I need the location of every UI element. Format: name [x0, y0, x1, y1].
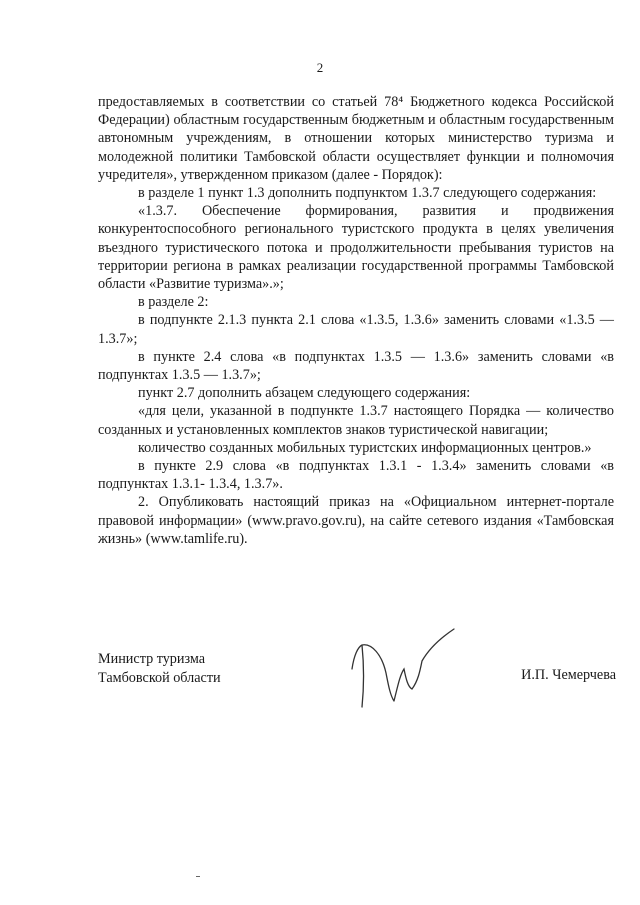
paragraph: 2. Опубликовать настоящий приказ на «Официальном интернет-портале правовой информации» (www.pravo.gov.ru), на сайте сетевого издания «Тамбовская жизнь» (www.tamlife.ru). — [98, 494, 614, 547]
paragraph: «для цели, указанной в подпункте 1.3.7 настоящего Порядка — количество созданных и установленных комплектов знаков туристической навигации; — [98, 403, 614, 438]
paragraph: количество созданных мобильных туристских информационных центров.» — [138, 439, 592, 456]
paragraph: в пункте 2.9 слова «в подпунктах 1.3.1 - 1.3.4» заменить словами «в подпунктах 1.3.1- 1.3.4, 1.3.7». — [98, 458, 614, 493]
paragraph: предоставляемых в соответствии со статьей 78⁴ Бюджетного кодекса Российской Федерации) областным государственным бюджетным и областным государственным автономным учреждениям, в отношении которых министерство туризма и молодежной политики Тамбовской области осуществляет функции и полномочия учредителя», утвержденном приказом (далее - Порядок): — [98, 94, 614, 183]
document-body — [98, 93, 614, 548]
page-number: 2 — [316, 60, 324, 75]
signer-name: И.П. Чемерчева — [521, 667, 616, 683]
paragraph: в подпункте 2.1.3 пункта 2.1 слова «1.3.5, 1.3.6» заменить словами «1.3.5 — 1.3.7»; — [98, 312, 614, 347]
paragraph: в разделе 2: — [138, 294, 209, 311]
paragraph: в пункте 2.4 слова «в подпунктах 1.3.5 — 1.3.6» заменить словами «в подпунктах 1.3.5 — 1.3.7»; — [98, 348, 614, 384]
paragraph: в разделе 1 пункт 1.3 дополнить подпунктом 1.3.7 следующего содержания: — [138, 185, 597, 202]
paragraph: «1.3.7. Обеспечение формирования, развития и продвижения конкурентоспособного регионального туристского продукта в целях увеличения въездного туристического потока и продолжительности пребывания туристов на территории региона в рамках реализации государственной программы Тамбовской области «Развитие туризма».»; — [98, 203, 614, 293]
paragraph: пункт 2.7 дополнить абзацем следующего содержания: — [138, 385, 471, 402]
signer-position-line-1: Министр туризма — [98, 651, 206, 667]
scan-mark — [196, 876, 200, 877]
signer-position-line-2: Тамбовской области — [98, 669, 221, 686]
handwritten-signature — [348, 625, 458, 720]
signature-block — [98, 650, 221, 687]
